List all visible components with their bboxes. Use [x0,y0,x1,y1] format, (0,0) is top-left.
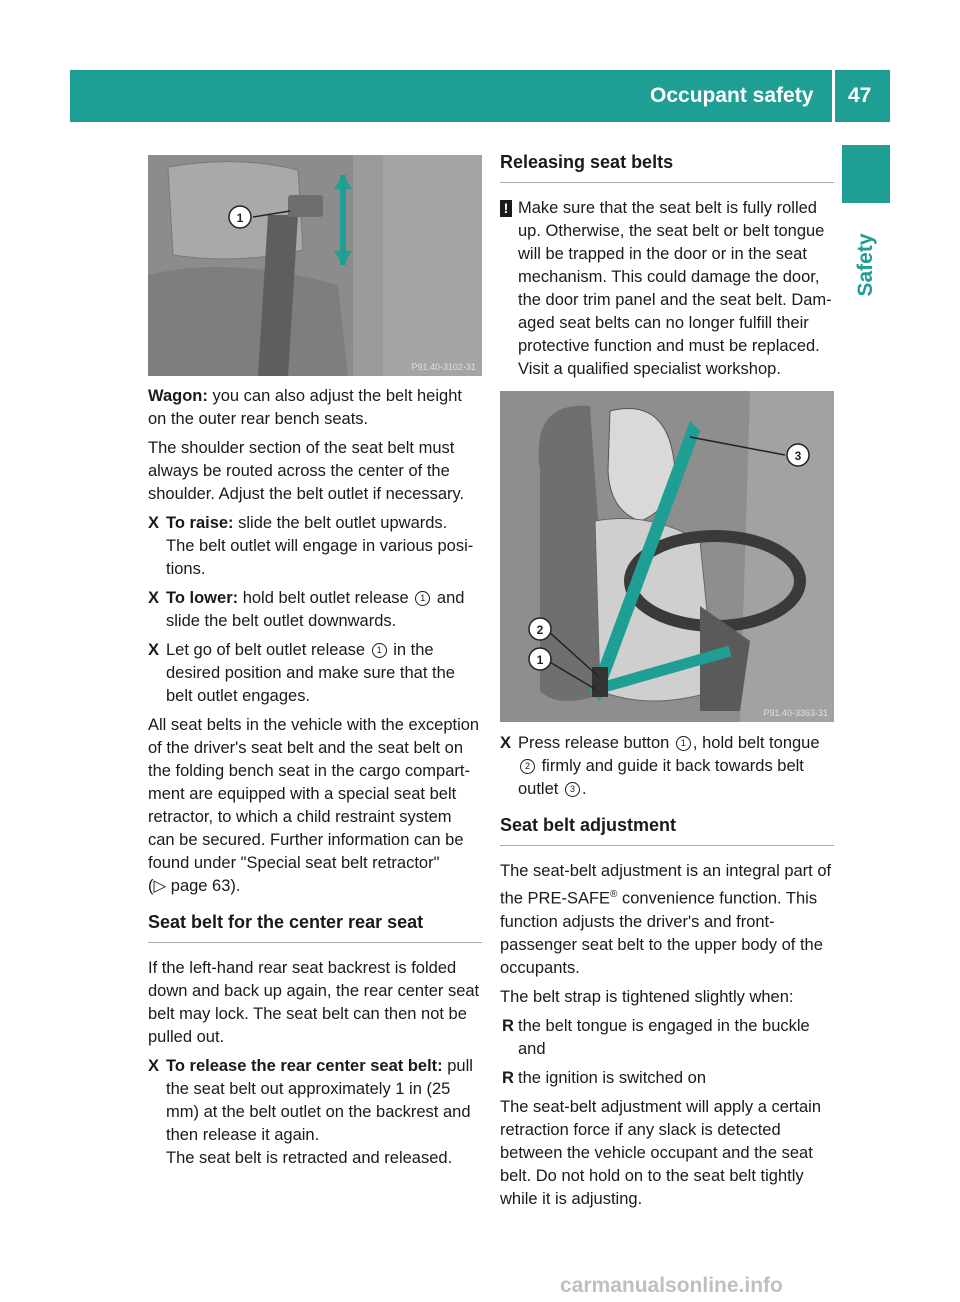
belt-height-figure [148,155,482,376]
page-number: 47 [848,84,872,107]
tightened-intro: The belt strap is tightened slightly when: [500,987,794,1006]
callout-2-label: 2 [536,623,544,637]
release-belt-figure [500,391,834,722]
warning-note: ! Make sure that the seat belt is fully rolled up. Otherwise, the seat belt or belt tongue will be trapped in the door or in the seat mechanism. This could damage the door, the door trim panel and the seat belt. Dam-aged seat belts can no longer fulfill their protective function and must be replaced. Visit a qualified specialist workshop. [500,197,834,381]
releasing-heading: Releasing seat belts [500,152,834,183]
side-tab [842,210,890,320]
all-seat-belts-paragraph: All seat belts in the vehicle with the exception of the driver's seat belt and the seat belt on the folding bench seat in the cargo compart-ment are equipped with a special seat belt retractor, to which a child restraint system can be secured. Further information can be found under "Special seat belt retractor" (▷ page 63). [148,716,480,895]
callout-1-label: 1 [236,211,244,225]
bullet-icon: R [502,1016,514,1035]
warning-icon: ! [500,200,512,217]
belt-height-illustration [148,155,482,376]
ref-1-icon: 1 [676,736,691,751]
section-title: Occupant safety [650,84,814,107]
shoulder-paragraph: The shoulder section of the seat belt must always be routed across the center of the shoulder. Adjust the belt outlet if necessary. [148,439,465,503]
watermark: carmanualsonline.info [560,1274,783,1297]
retraction-paragraph: The seat-belt adjustment will apply a certain retraction force if any slack is detected between the vehicle occupant and the seat belt. Do not hold on to the seat belt tightly while it is adjusting. [500,1097,821,1208]
ref-3-icon: 3 [565,782,580,797]
bullet-icon: R [502,1068,514,1087]
step-press-release: X Press release button 1 , hold belt tongue 2 firmly and guide it back towards belt outlet 3 . [500,734,820,798]
ref-1-icon: 1 [372,643,387,658]
center-seat-heading: Seat belt for the center rear seat [148,912,482,943]
callout-3-label: 3 [794,449,802,463]
step-let-go: X Let go of belt outlet release 1 in the desired position and make sure that the belt outlet engages. [148,641,455,705]
side-tab-marker [842,145,890,203]
right-column [500,0,834,1217]
list-item: R the belt tongue is engaged in the buckle and [502,1016,810,1058]
side-tab-label: Safety [854,233,877,297]
figure-code: P91.40-3102-31 [411,362,476,372]
step-lower: X To lower: hold belt outlet release 1 and slide the belt outlet downwards. [148,589,465,630]
step-release-center: X To release the rear center seat belt: pull the seat belt out approximately 1 in (25 mm) at the belt outlet on the backrest and then release it again. The seat belt is retracted and released. [148,1057,473,1167]
step-arrow-icon: X [148,1057,160,1075]
wagon-paragraph: Wagon: you can also adjust the belt height on the outer rear bench seats. [148,387,462,428]
adjustment-heading: Seat belt adjustment [500,815,834,846]
step-arrow-icon: X [148,514,160,532]
release-belt-illustration [500,391,834,722]
adjustment-paragraph: The seat-belt adjustment is an integral part of the PRE-SAFE® convenience function. This function adjusts the driver's and front-passenger seat belt to the upper body of the occupants. [500,862,832,977]
callout-1-label: 1 [536,653,544,667]
center-seat-paragraph: If the left-hand rear seat backrest is folded down and back up again, the rear center seat belt may lock. The seat belt can then not be pulled out. [148,959,480,1046]
ref-1-icon: 1 [415,591,430,606]
list-item: R the ignition is switched on [500,1067,834,1090]
step-raise: X To raise: slide the belt outlet upwards. The belt outlet will engage in various posi-tions. [148,514,474,578]
step-arrow-icon: X [148,641,160,659]
left-column [148,0,482,1176]
figure-code: P91.40-3363-31 [763,708,828,718]
page-reference-link[interactable]: (▷ page 63). [148,877,241,895]
step-arrow-icon: X [500,734,512,752]
ref-2-icon: 2 [520,759,535,774]
step-arrow-icon: X [148,589,160,607]
